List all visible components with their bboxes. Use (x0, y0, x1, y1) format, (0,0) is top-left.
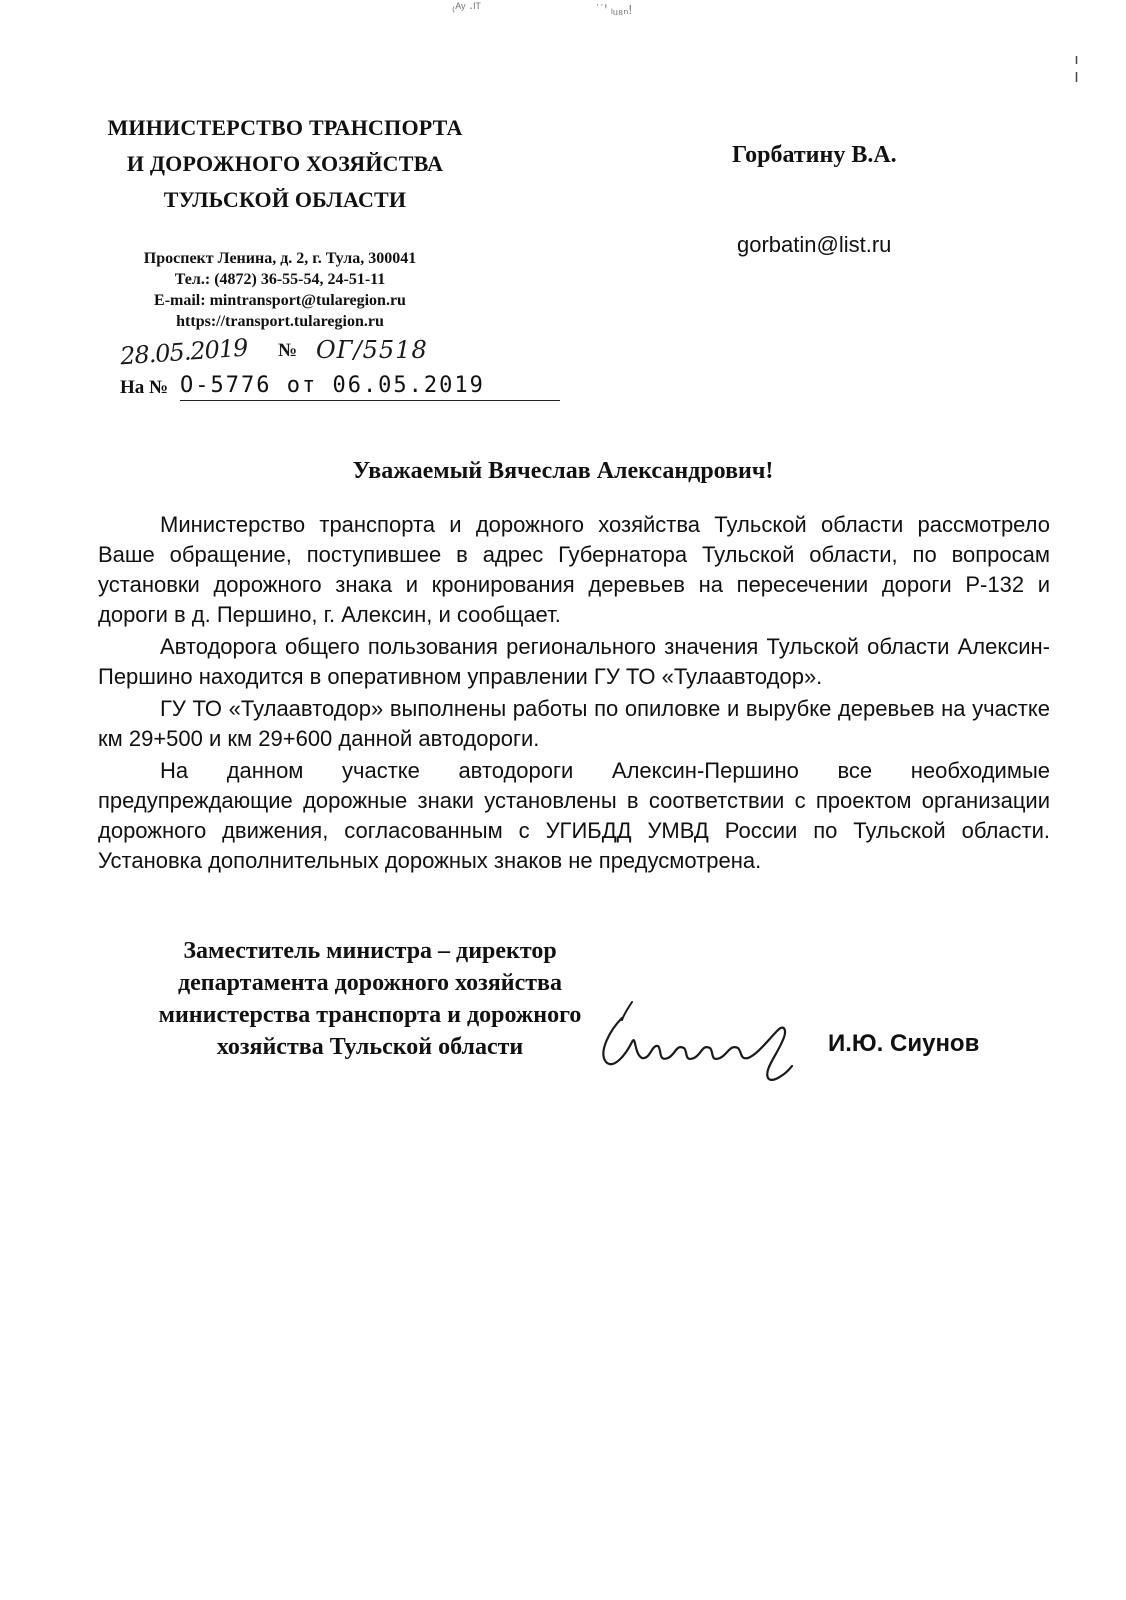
letter-body (98, 510, 1050, 878)
body-paragraph: ГУ ТО «Тулаавтодор» выполнены работы по опиловке и вырубке деревьев на участке км 29+500 и км 29+600 данной автодороги. (98, 696, 1050, 751)
registration-date: 28.05.2019 (119, 333, 249, 371)
signatory-title (120, 935, 620, 1063)
organization-header (80, 110, 490, 218)
body-paragraph: На данном участке автодороги Алексин-Першино все необходимые предупреждающие дорожные знаки установлены в соответствии с проектом организации дорожного движения, согласованным с УГИБДД УМВД России по Тульской области. Установка дополнительных дорожных знаков не предусмотрена. (98, 758, 1050, 873)
registration-line (119, 333, 500, 374)
registration-number-label: № (278, 340, 298, 361)
org-line-3: ТУЛЬСКОЙ ОБЛАСТИ (163, 187, 407, 212)
body-paragraph: Министерство транспорта и дорожного хозяйства Тульской области рассмотрело Ваше обращение, поступившее в адрес Губернатора Тульской области, по вопросам установки дорожного знака и кронирования деревьев на пересечении дороги Р-132 и дороги в д. Першино, г. Алексин, и сообщает. (98, 512, 1050, 627)
signatory-title-line-1: Заместитель министра – директор (183, 938, 557, 964)
salutation: Уважаемый Вячеслав Александрович! (352, 458, 774, 484)
organization-contacts (100, 248, 460, 332)
reply-reference (120, 375, 560, 407)
scan-noise-left: ₍ᴬʸ ·ᴵᵀ (452, 0, 481, 15)
handwritten-signature (592, 1000, 822, 1090)
org-address: Проспект Ленина, д. 2, г. Тула, 300041 (143, 250, 417, 267)
org-line-1: МИНИСТЕРСТВО ТРАНСПОРТА (107, 115, 463, 140)
signatory-title-line-3: министерства транспорта и дорожного (158, 1002, 582, 1028)
recipient-email: gorbatin@list.ru (737, 232, 892, 257)
org-website: https://transport.tularegion.ru (176, 313, 384, 330)
org-email: E-mail: mintransport@tularegion.ru (154, 292, 406, 309)
registration-number: ОГ/5518 (316, 336, 428, 364)
scan-noise-right: ˙˙ꞌ ₗᵤ₈ₙ! (596, 2, 633, 17)
signatory-title-line-2: департамента дорожного хозяйства (177, 970, 562, 996)
signatory-name: И.Ю. Сиунов (828, 1030, 980, 1057)
signatory-title-line-4: хозяйства Тульской области (216, 1034, 524, 1060)
reply-label: На № (120, 377, 169, 398)
margin-mark (1075, 56, 1078, 82)
org-line-2: И ДОРОЖНОГО ХОЗЯЙСТВА (126, 151, 444, 176)
reply-value: О-5776 от 06.05.2019 (180, 373, 560, 401)
body-paragraph: Автодорога общего пользования регионального значения Тульской области Алексин-Першино находится в оперативном управлении ГУ ТО «Тулаавтодор». (98, 634, 1050, 689)
recipient-name: Горбатину В.А. (732, 142, 897, 168)
org-phone: Тел.: (4872) 36-55-54, 24-51-11 (174, 271, 386, 288)
